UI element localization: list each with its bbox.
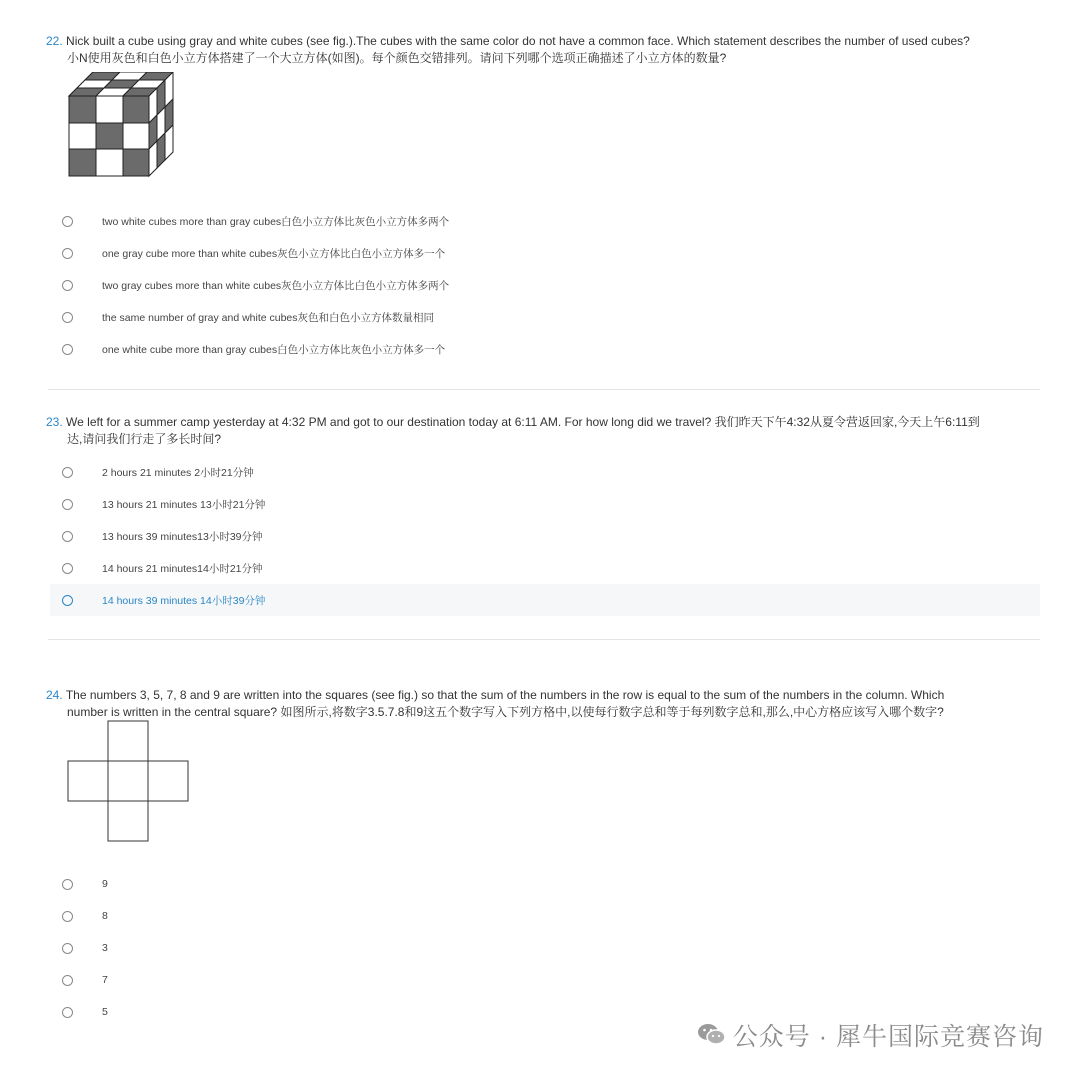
radio-button[interactable] [62,216,73,227]
radio-button[interactable] [62,280,73,291]
q23-option-4[interactable]: 14 hours 21 minutes14小时21分钟 [62,556,1040,580]
radio-button[interactable] [62,563,73,574]
q24-option-1[interactable]: 9 [62,872,1040,896]
q23-option-5[interactable]: 14 hours 39 minutes 14小时39分钟 [50,584,1040,616]
radio-button[interactable] [62,911,73,922]
radio-button[interactable] [62,975,73,986]
cross-grid-figure [66,720,190,844]
radio-button[interactable] [62,344,73,355]
q22-option-1[interactable]: two white cubes more than gray cubes白色小立方体比灰色小立方体多两个 [62,209,1040,233]
q22-option-5[interactable]: one white cube more than gray cubes白色小立方体比灰色小立方体多一个 [62,337,1040,361]
wechat-watermark [697,1017,1044,1053]
radio-button[interactable] [62,248,73,259]
radio-button[interactable] [62,879,73,890]
divider [48,389,1040,390]
question-22-text: 22. Nick built a cube using gray and white cubes (see fig.).The cubes with the same color do not have a common face. Which statement describes the number of used cubes? 小N使用灰色和白色小立方体搭建了一个大立方体(如图)。每个颜色交错排列。请问下列哪个选项正确描述了小立方体的数量? [46,34,970,65]
radio-button[interactable] [62,595,73,606]
q23-option-1[interactable]: 2 hours 21 minutes 2小时21分钟 [62,460,1040,484]
q22-option-3[interactable]: two gray cubes more than white cubes灰色小立方体比白色小立方体多两个 [62,273,1040,297]
question-23-number: 23. [46,415,63,429]
watermark-text: 公众号 · 犀牛国际竞赛咨询 [732,1023,1044,1051]
q23-option-2[interactable]: 13 hours 21 minutes 13小时21分钟 [62,492,1040,516]
q24-option-5[interactable]: 5 [62,1000,1040,1024]
radio-button[interactable] [62,467,73,478]
radio-button[interactable] [62,312,73,323]
q24-option-4[interactable]: 7 [62,968,1040,992]
radio-button[interactable] [62,943,73,954]
q22-option-4[interactable]: the same number of gray and white cubes灰色和白色小立方体数量相同 [62,305,1040,329]
radio-button[interactable] [62,499,73,510]
q22-option-2[interactable]: one gray cube more than white cubes灰色小立方体比白色小立方体多一个 [62,241,1040,265]
radio-button[interactable] [62,1007,73,1018]
divider [48,639,1040,640]
cube-figure [66,72,186,182]
question-24-number: 24. [46,688,63,702]
question-24-text: 24. The numbers 3, 5, 7, 8 and 9 are written into the squares (see fig.) so that the sum of the numbers in the row is equal to the sum of the numbers in the column. Which number is written in the central square? 如图所示,将数字3.5.7.8和9这五个数字写入下列方格中,以使每行数字总和等于每列数字总和,那么,中心方格应该写入哪个数字? [46,688,945,719]
question-22-number: 22. [46,34,63,48]
q23-option-3[interactable]: 13 hours 39 minutes13小时39分钟 [62,524,1040,548]
wechat-icon [697,1022,727,1048]
q24-option-3[interactable]: 3 [62,936,1040,960]
radio-button[interactable] [62,531,73,542]
q24-option-2[interactable]: 8 [62,904,1040,928]
question-23-text: 23. We left for a summer camp yesterday at 4:32 PM and got to our destination today at 6:11 AM. For how long did we travel? 我们昨天下午4:32从夏令营返回家,今天上午6:11到 达,请问我们行走了多长时间? [46,415,980,446]
